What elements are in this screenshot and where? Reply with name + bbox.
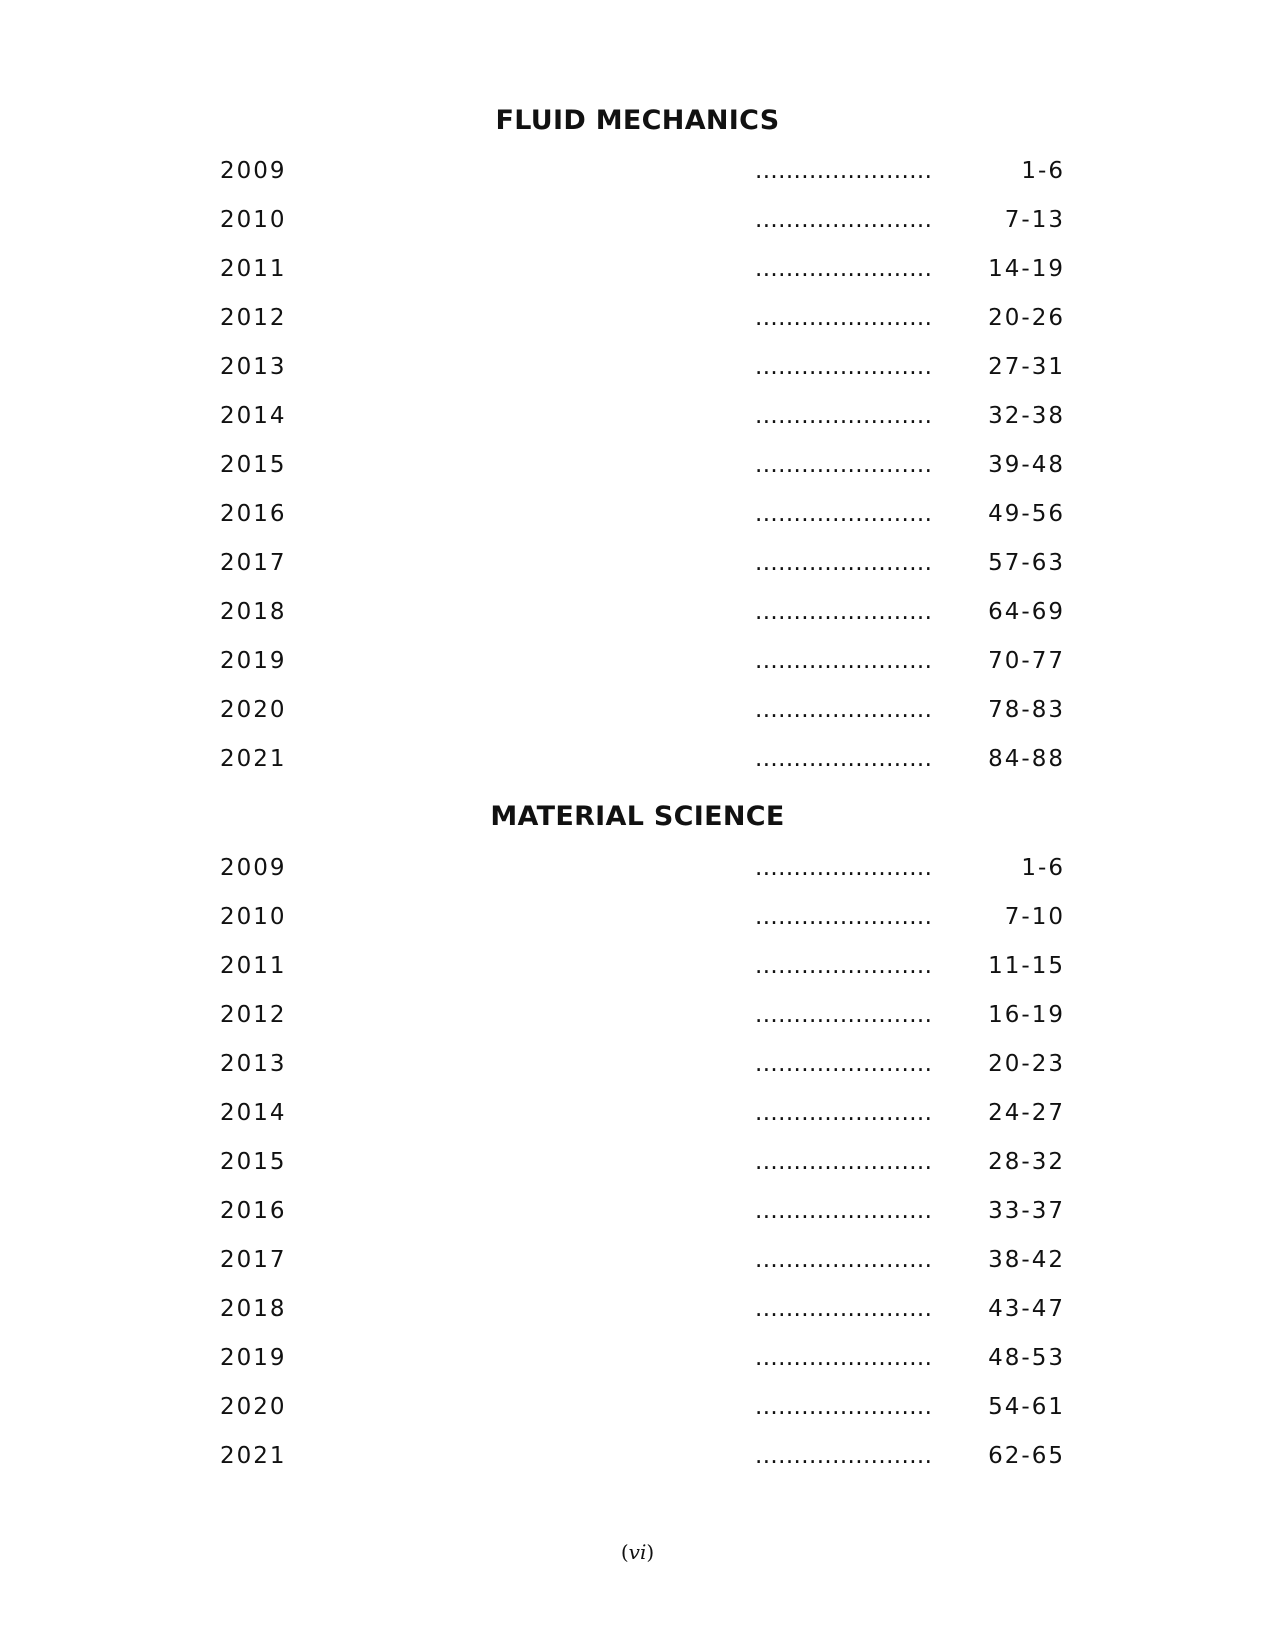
- toc-leader-dots: .......................: [755, 354, 933, 380]
- toc-leader-dots: .......................: [755, 953, 933, 979]
- page-number-roman: vi: [628, 1540, 647, 1564]
- toc-page-range: 7-13: [1004, 207, 1065, 233]
- toc-page-range: 38-42: [988, 1247, 1065, 1273]
- toc-year: 2019: [220, 1345, 287, 1371]
- toc-leader-dots: .......................: [755, 1149, 933, 1175]
- toc-page-range: 78-83: [988, 697, 1065, 723]
- toc-list-fluid-mechanics: [220, 156, 1065, 793]
- toc-page-range: 1-6: [1021, 158, 1065, 184]
- toc-row: [220, 951, 1065, 1000]
- toc-leader-dots: .......................: [755, 648, 933, 674]
- page-number: [0, 1540, 1275, 1564]
- toc-year: 2010: [220, 207, 287, 233]
- section-title-material-science: MATERIAL SCIENCE: [490, 801, 785, 832]
- toc-page-range: 27-31: [988, 354, 1065, 380]
- toc-row: [220, 1098, 1065, 1147]
- toc-row: [220, 597, 1065, 646]
- toc-year: 2009: [220, 158, 287, 184]
- toc-row: [220, 1245, 1065, 1294]
- toc-year: 2012: [220, 305, 287, 331]
- toc-page-range: 33-37: [988, 1198, 1065, 1224]
- toc-row: [220, 1294, 1065, 1343]
- toc-leader-dots: .......................: [755, 746, 933, 772]
- toc-leader-dots: .......................: [755, 1100, 933, 1126]
- toc-row: [220, 1147, 1065, 1196]
- toc-year: 2017: [220, 550, 287, 576]
- toc-leader-dots: .......................: [755, 1296, 933, 1322]
- toc-leader-dots: .......................: [755, 1443, 933, 1469]
- toc-page-range: 84-88: [988, 746, 1065, 772]
- toc-page-range: 1-6: [1021, 855, 1065, 881]
- page-number-close-paren: ): [646, 1540, 655, 1564]
- toc-row: [220, 156, 1065, 205]
- toc-leader-dots: .......................: [755, 1394, 933, 1420]
- toc-year: 2016: [220, 501, 287, 527]
- toc-leader-dots: .......................: [755, 501, 933, 527]
- toc-leader-dots: .......................: [755, 1345, 933, 1371]
- toc-leader-dots: .......................: [755, 305, 933, 331]
- toc-page-range: 43-47: [988, 1296, 1065, 1322]
- toc-page-range: 57-63: [988, 550, 1065, 576]
- toc-row: [220, 1392, 1065, 1441]
- toc-row: [220, 695, 1065, 744]
- toc-row: [220, 450, 1065, 499]
- toc-page-range: 32-38: [988, 403, 1065, 429]
- toc-year: 2018: [220, 599, 287, 625]
- toc-year: 2010: [220, 904, 287, 930]
- toc-year: 2014: [220, 1100, 287, 1126]
- toc-leader-dots: .......................: [755, 599, 933, 625]
- toc-leader-dots: .......................: [755, 452, 933, 478]
- toc-year: 2020: [220, 697, 287, 723]
- toc-row: [220, 853, 1065, 902]
- toc-year: 2016: [220, 1198, 287, 1224]
- toc-year: 2021: [220, 1443, 287, 1469]
- toc-year: 2020: [220, 1394, 287, 1420]
- toc-leader-dots: .......................: [755, 904, 933, 930]
- toc-year: 2013: [220, 354, 287, 380]
- toc-row: [220, 1441, 1065, 1490]
- toc-row: [220, 205, 1065, 254]
- toc-page-range: 49-56: [988, 501, 1065, 527]
- toc-page-range: 24-27: [988, 1100, 1065, 1126]
- toc-leader-dots: .......................: [755, 855, 933, 881]
- toc-page-range: 48-53: [988, 1345, 1065, 1371]
- toc-year: 2017: [220, 1247, 287, 1273]
- toc-row: [220, 902, 1065, 951]
- toc-year: 2012: [220, 1002, 287, 1028]
- toc-page-range: 14-19: [988, 256, 1065, 282]
- toc-year: 2021: [220, 746, 287, 772]
- section-title-fluid-mechanics: FLUID MECHANICS: [495, 105, 780, 136]
- toc-row: [220, 744, 1065, 793]
- toc-row: [220, 401, 1065, 450]
- toc-leader-dots: .......................: [755, 256, 933, 282]
- toc-leader-dots: .......................: [755, 550, 933, 576]
- toc-page-range: 39-48: [988, 452, 1065, 478]
- toc-page-range: 7-10: [1004, 904, 1065, 930]
- toc-row: [220, 646, 1065, 695]
- toc-leader-dots: .......................: [755, 403, 933, 429]
- toc-row: [220, 499, 1065, 548]
- toc-row: [220, 1000, 1065, 1049]
- toc-page-range: 20-26: [988, 305, 1065, 331]
- toc-row: [220, 254, 1065, 303]
- toc-leader-dots: .......................: [755, 697, 933, 723]
- toc-leader-dots: .......................: [755, 1198, 933, 1224]
- toc-leader-dots: .......................: [755, 207, 933, 233]
- toc-leader-dots: .......................: [755, 1051, 933, 1077]
- toc-year: 2015: [220, 452, 287, 478]
- toc-year: 2013: [220, 1051, 287, 1077]
- toc-page-range: 54-61: [988, 1394, 1065, 1420]
- toc-leader-dots: .......................: [755, 1247, 933, 1273]
- toc-page-range: 64-69: [988, 599, 1065, 625]
- toc-page-range: 16-19: [988, 1002, 1065, 1028]
- toc-page-range: 28-32: [988, 1149, 1065, 1175]
- toc-year: 2018: [220, 1296, 287, 1322]
- page-number-open-paren: (: [620, 1540, 629, 1564]
- toc-leader-dots: .......................: [755, 1002, 933, 1028]
- toc-page-range: 62-65: [988, 1443, 1065, 1469]
- toc-row: [220, 548, 1065, 597]
- toc-row: [220, 1343, 1065, 1392]
- toc-year: 2019: [220, 648, 287, 674]
- toc-year: 2015: [220, 1149, 287, 1175]
- toc-year: 2014: [220, 403, 287, 429]
- toc-list-material-science: [220, 853, 1065, 1490]
- toc-page-range: 11-15: [988, 953, 1065, 979]
- toc-year: 2011: [220, 256, 287, 282]
- toc-year: 2011: [220, 953, 287, 979]
- toc-row: [220, 1049, 1065, 1098]
- toc-row: [220, 303, 1065, 352]
- toc-row: [220, 1196, 1065, 1245]
- toc-leader-dots: .......................: [755, 158, 933, 184]
- toc-page-range: 20-23: [988, 1051, 1065, 1077]
- toc-year: 2009: [220, 855, 287, 881]
- toc-page-range: 70-77: [988, 648, 1065, 674]
- toc-row: [220, 352, 1065, 401]
